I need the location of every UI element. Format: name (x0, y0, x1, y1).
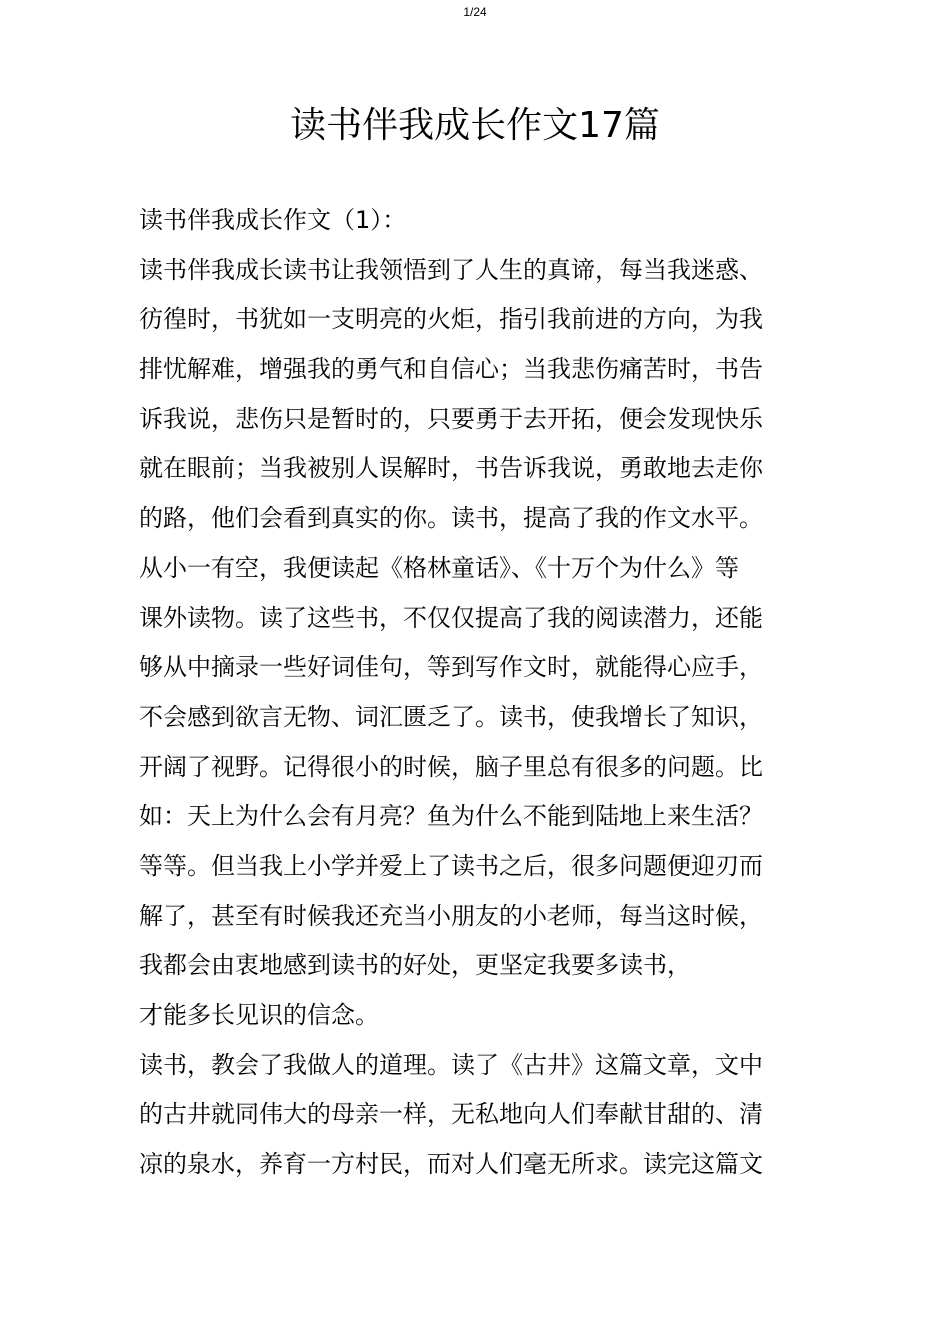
body-line: 凉的泉水，养育一方村民，而对人们毫无所求。读完这篇文 (139, 1150, 763, 1179)
body-line: 不会感到欲言无物、词汇匮乏了。读书，使我增长了知识， (139, 702, 763, 731)
body-line: 诉我说，悲伤只是暂时的，只要勇于去开拓，便会发现快乐 (139, 404, 763, 433)
body-line: 读书伴我成长读书让我领悟到了人生的真谛，每当我迷惑、 (139, 255, 763, 284)
body-line: 的古井就同伟大的母亲一样，无私地向人们奉献甘甜的、清 (139, 1100, 763, 1129)
body-line: 就在眼前；当我被别人误解时，书告诉我说，勇敢地去走你 (139, 454, 763, 483)
body-line: 如：天上为什么会有月亮？鱼为什么不能到陆地上来生活？ (139, 802, 763, 831)
body-line: 开阔了视野。记得很小的时候，脑子里总有很多的问题。比 (139, 752, 763, 781)
body-line: 彷徨时，书犹如一支明亮的火炬，指引我前进的方向，为我 (139, 305, 763, 334)
page-number: 1/24 (463, 5, 487, 19)
section-heading: 读书伴我成长作文（1）： (139, 206, 407, 234)
document-title: 读书伴我成长作文17篇 (290, 105, 660, 146)
body-line: 从小一有空，我便读起《格林童话》、《十万个为什么》等 (139, 553, 739, 582)
body-line: 我都会由衷地感到读书的好处，更坚定我要多读书， (139, 951, 691, 980)
document-body (139, 196, 819, 1190)
body-line: 够从中摘录一些好词佳句，等到写作文时，就能得心应手， (139, 653, 763, 682)
body-line: 排忧解难，增强我的勇气和自信心；当我悲伤痛苦时，书告 (139, 355, 763, 384)
body-line: 解了，甚至有时候我还充当小朋友的小老师，每当这时候， (139, 901, 763, 930)
body-line: 课外读物。读了这些书，不仅仅提高了我的阅读潜力，还能 (139, 603, 763, 632)
body-line: 的路，他们会看到真实的你。读书，提高了我的作文水平。 (139, 504, 763, 533)
body-line: 才能多长见识的信念。 (139, 1001, 379, 1029)
body-line: 读书，教会了我做人的道理。读了《古井》这篇文章，文中 (139, 1050, 763, 1079)
body-line: 等等。但当我上小学并爱上了读书之后，很多问题便迎刃而 (139, 851, 763, 880)
